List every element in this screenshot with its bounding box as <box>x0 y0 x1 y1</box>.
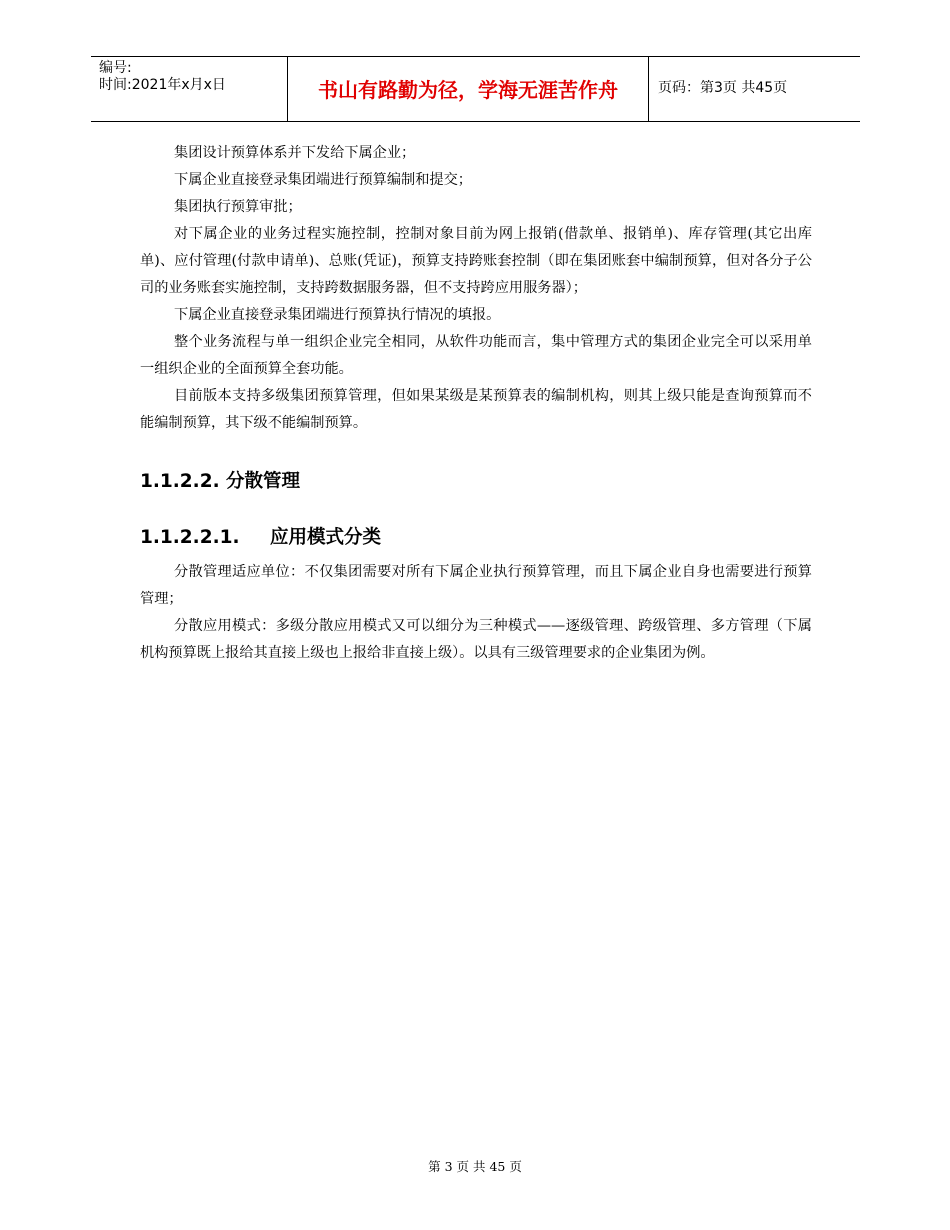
header-motto: 书山有路勤为径，学海无涯苦作舟 <box>287 57 649 121</box>
paragraph: 分散应用模式：多级分散应用模式又可以细分为三种模式——逐级管理、跨级管理、多方管理（下属机构预算既上报给其直接上级也上报给非直接上级）。以具有三级管理要求的企业集团为例。 <box>140 618 812 661</box>
document-date: 时间:2021年x月x日 <box>99 77 226 93</box>
page-footer: 第 3 页 共 45 页 <box>428 1159 522 1174</box>
subsection-heading <box>140 519 812 557</box>
paragraph: 目前版本支持多级集团预算管理，但如果某级是某预算表的编制机构，则其上级只能是查询预算而不能编制预算，其下级不能编制预算。 <box>140 388 812 431</box>
document-body <box>140 140 812 667</box>
paragraph: 集团设计预算体系并下发给下属企业； <box>174 145 416 161</box>
paragraph: 下属企业直接登录集团端进行预算执行情况的填报。 <box>174 307 501 323</box>
paragraph: 分散管理适应单位：不仅集团需要对所有下属企业执行预算管理，而且下属企业自身也需要进行预算管理； <box>140 564 812 607</box>
paragraph: 集团执行预算审批； <box>174 199 302 215</box>
header-page-info: 页码：第3页 共45页 <box>658 80 788 96</box>
section-heading: 1.1.2.2. 分散管理 <box>140 471 301 492</box>
page-header <box>91 56 860 122</box>
subsection-title: 应用模式分类 <box>270 527 382 548</box>
subsection-number: 1.1.2.2.1. <box>140 527 240 548</box>
header-meta <box>91 57 287 121</box>
paragraph: 下属企业直接登录集团端进行预算编制和提交； <box>174 172 472 188</box>
document-number-label: 编号: <box>99 60 132 76</box>
paragraph: 整个业务流程与单一组织企业完全相同，从软件功能而言，集中管理方式的集团企业完全可以采用单一组织企业的全面预算全套功能。 <box>140 334 812 377</box>
paragraph: 对下属企业的业务过程实施控制，控制对象目前为网上报销(借款单、报销单)、库存管理(其它出库单)、应付管理(付款申请单)、总账(凭证)，预算支持跨账套控制（即在集团账套中编制预算，但对各分子公司的业务账套实施控制，支持跨数据服务器，但不支持跨应用服务器）； <box>140 226 812 296</box>
